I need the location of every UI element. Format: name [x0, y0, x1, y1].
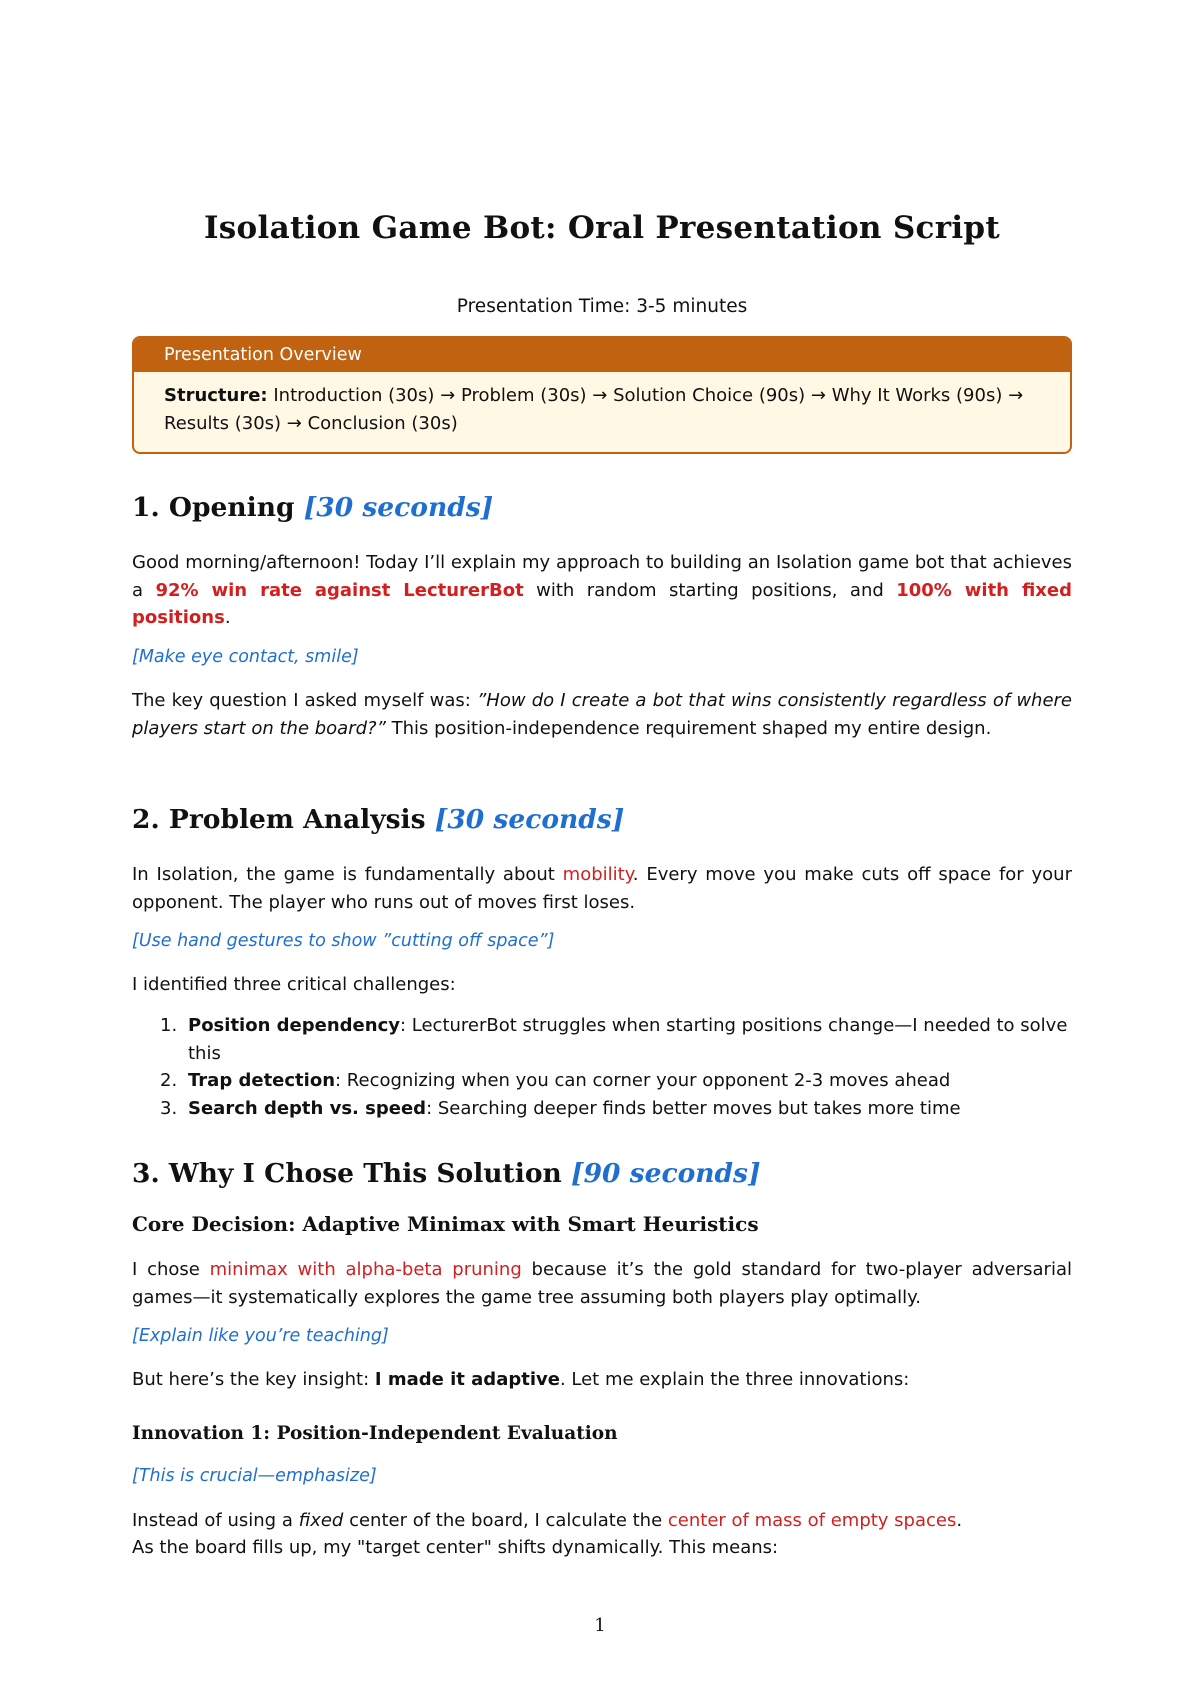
section-2-stage-note: [Use hand gestures to show ”cutting off space”]: [132, 931, 555, 951]
text-run: .: [224, 607, 231, 628]
text-run: Instead of using a: [132, 1510, 299, 1531]
text-run: I chose: [132, 1259, 210, 1280]
section-1-paragraph-1: [132, 549, 1072, 632]
list-item: [160, 1012, 1072, 1067]
section-3-title: 3. Why I Chose This Solution: [132, 1158, 572, 1189]
section-3-stage-note-2: [This is crucial—emphasize]: [132, 1466, 377, 1486]
section-2-time: [30 seconds]: [434, 804, 625, 835]
innovation-1-heading: Innovation 1: Position-Independent Evaluation: [132, 1423, 618, 1444]
list-item-label: Trap detection: [188, 1070, 336, 1091]
section-1-stage-note: [Make eye contact, smile]: [132, 647, 359, 667]
text-run: with random starting positions, and: [523, 579, 897, 601]
quote-text: ”How do I create a bot that wins consistently regardless of where players start on the board?”: [132, 690, 1073, 739]
section-3-time: [90 seconds]: [571, 1158, 761, 1189]
presentation-time: Presentation Time: 3-5 minutes: [456, 296, 748, 317]
overview-header: Presentation Overview: [134, 338, 1070, 372]
highlight-text: center of mass of empty spaces: [667, 1510, 957, 1531]
section-3-paragraph-2: [132, 1366, 1072, 1394]
list-number: 3.: [160, 1097, 178, 1119]
overview-structure-text: Introduction (30s) → Problem (30s) → Solution Choice (90s) → Why It Works (90s) → Results (30s) → Conclusion (30s): [164, 385, 1024, 434]
text-run: . Let me explain the three innovations:: [559, 1369, 910, 1390]
highlight-text: 92% win rate against LecturerBot: [155, 579, 524, 601]
section-3-paragraph-1: [132, 1256, 1072, 1311]
list-item-text: : Searching deeper finds better moves but takes more time: [426, 1097, 961, 1119]
list-item-text: : Recognizing when you can corner your opponent 2-3 moves ahead: [335, 1070, 951, 1091]
text-run: This position-independence requirement shaped my entire design.: [385, 717, 992, 739]
section-2-paragraph-1: [132, 861, 1072, 916]
list-number: 2.: [160, 1070, 178, 1091]
challenges-list: [160, 1012, 1072, 1122]
document-title: Isolation Game Bot: Oral Presentation Script: [203, 210, 1001, 246]
section-2-heading: [132, 804, 624, 835]
highlight-text: 100% with fixed positions: [132, 579, 1073, 628]
section-3-heading: [132, 1158, 761, 1189]
text-run: The key question I asked myself was:: [132, 690, 477, 711]
section-2-title: 2. Problem Analysis: [132, 804, 435, 835]
section-3-subheading: Core Decision: Adaptive Minimax with Smart Heuristics: [132, 1212, 759, 1236]
section-1-heading: [132, 492, 493, 523]
list-item-text: : LecturerBot struggles when starting positions change—I needed to solve this: [188, 1015, 1068, 1064]
overview-structure-label: Structure:: [164, 385, 268, 406]
overview-body: [134, 372, 1070, 438]
text-run: .: [956, 1510, 963, 1531]
list-number: 1.: [160, 1015, 178, 1036]
text-run: . Every move you make cuts off space for your opponent. The player who runs out of moves first loses.: [132, 864, 1072, 913]
text-run: Good morning/afternoon! Today I’ll explain my approach to building an Isolation game bot that achieves a: [132, 552, 1072, 601]
text-run: But here’s the key insight:: [132, 1369, 375, 1390]
section-2-paragraph-2: I identified three critical challenges:: [132, 974, 456, 995]
page-number: 1: [594, 1615, 606, 1636]
list-item-label: Position dependency: [188, 1015, 400, 1036]
list-item: [160, 1067, 1072, 1095]
section-1-title: 1. Opening: [132, 492, 304, 523]
list-item: [160, 1095, 1072, 1123]
section-1-paragraph-2: [132, 687, 1072, 742]
italic-text: fixed: [298, 1510, 344, 1531]
bold-text: I made it adaptive: [374, 1369, 560, 1390]
list-item-label: Search depth vs. speed: [188, 1097, 427, 1119]
overview-box: [132, 336, 1072, 454]
text-run: because it’s the gold standard for two-player adversarial games—it systematically explores the game tree assuming both players play optimally.: [132, 1259, 1072, 1308]
section-3-stage-note-1: [Explain like you’re teaching]: [132, 1326, 389, 1346]
section-1-time: [30 seconds]: [303, 492, 494, 523]
section-3-paragraph-3: [132, 1507, 1072, 1535]
highlight-text: minimax with alpha-beta pruning: [209, 1259, 522, 1280]
section-3-paragraph-4: As the board fills up, my "target center" shifts dynamically. This means:: [132, 1537, 779, 1558]
highlight-text: mobility: [562, 864, 633, 885]
text-run: In Isolation, the game is fundamentally about: [132, 864, 563, 885]
text-run: center of the board, I calculate the: [343, 1510, 668, 1531]
